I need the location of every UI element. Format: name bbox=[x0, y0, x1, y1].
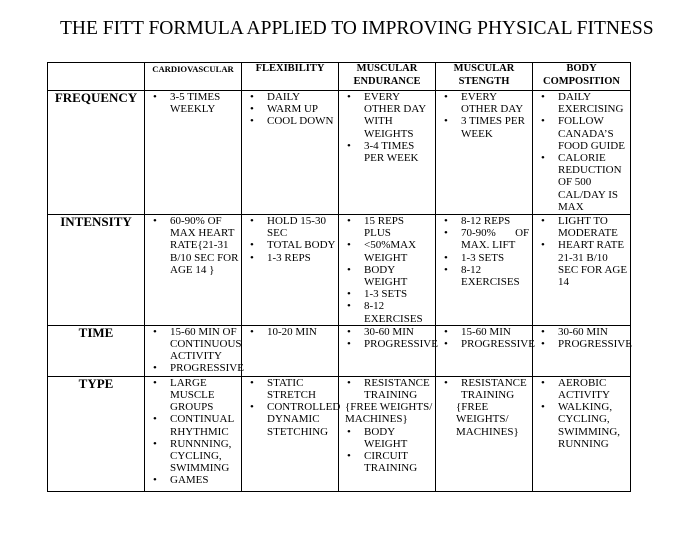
corner-cell bbox=[48, 63, 145, 91]
bullet-icon: • bbox=[347, 139, 351, 152]
bullet-icon: • bbox=[541, 215, 545, 227]
list-item: • RUNNNING, CYCLING, SWIMMING bbox=[153, 437, 232, 475]
bullet-icon: • bbox=[347, 288, 351, 301]
cell-intensity-cardio bbox=[145, 215, 242, 326]
bullet-icon: • bbox=[250, 103, 254, 116]
list-item: • COOL DOWN bbox=[250, 115, 334, 128]
cell-type-cardio bbox=[145, 376, 242, 491]
bullet-icon: • bbox=[347, 300, 351, 313]
list-item: • LARGE MUSCLE GROUPS bbox=[153, 376, 215, 414]
bullet-icon: • bbox=[250, 115, 254, 128]
cell-type-strength bbox=[436, 376, 533, 491]
list-item: • HEART RATE 21-31 B/10 SEC FOR AGE 14 bbox=[541, 239, 628, 289]
bullet-icon: • bbox=[347, 239, 351, 252]
list-item: • LIGHT TO MODERATE bbox=[541, 215, 618, 240]
list-item: • EVERY OTHER DAY WITH WEIGHTS bbox=[347, 91, 426, 140]
list-item: • FOLLOW CANADA’S FOOD GUIDE bbox=[541, 115, 625, 152]
cell-frequency-body-composition bbox=[533, 91, 631, 215]
cell-intensity-body-composition bbox=[533, 215, 631, 326]
table-row-time bbox=[48, 325, 631, 376]
table-row-intensity bbox=[48, 215, 631, 326]
list-item: • WARM UP bbox=[250, 103, 319, 116]
cell-time-flexibility bbox=[242, 325, 339, 376]
list-item: • STATIC STRETCH bbox=[250, 376, 316, 402]
list-item: • PROGRESSIVE bbox=[347, 338, 438, 351]
list-item: • 8-12 EXERCISES bbox=[444, 263, 520, 289]
row-header-intensity: INTENSITY bbox=[48, 215, 145, 326]
bullet-icon: • bbox=[541, 401, 545, 414]
equipment-note: {FREE WEIGHTS/ MACHINES} bbox=[456, 401, 519, 438]
list-item: • GAMES bbox=[153, 474, 209, 487]
row-header-time: TIME bbox=[48, 325, 145, 376]
list-item: • RESISTANCE TRAINING bbox=[444, 376, 527, 402]
list-item: • BODY WEIGHT bbox=[347, 425, 408, 450]
cell-frequency-strength bbox=[436, 91, 533, 215]
bullet-icon: • bbox=[541, 338, 545, 351]
list-item: • WALKING, CYCLING, SWIMMING, RUNNING bbox=[541, 401, 621, 450]
bullet-icon: • bbox=[153, 413, 157, 426]
cell-intensity-strength bbox=[436, 215, 533, 326]
bullet-icon: • bbox=[444, 215, 448, 227]
list-item: • DAILY bbox=[250, 91, 301, 103]
list-item: • 1-3 SETS bbox=[444, 251, 505, 264]
list-item: • 15-60 MIN OF CONTINUOUS ACTIVITY bbox=[153, 325, 242, 363]
bullet-icon: • bbox=[347, 450, 351, 463]
cell-type-body-composition bbox=[533, 376, 631, 491]
bullet-icon: • bbox=[541, 115, 545, 128]
bullet-icon: • bbox=[347, 263, 351, 276]
cell-type-flexibility bbox=[242, 376, 339, 491]
bullet-icon: • bbox=[541, 152, 545, 165]
column-header-muscular-strength: MUSCULAR STENGTH bbox=[436, 63, 533, 91]
bullet-icon: • bbox=[444, 91, 448, 103]
bullet-icon: • bbox=[153, 362, 157, 375]
column-header-muscular-endurance: MUSCULAR ENDURANCE bbox=[339, 63, 436, 91]
row-header-frequency: FREQUENCY bbox=[48, 91, 145, 215]
bullet-icon: • bbox=[153, 215, 157, 227]
bullet-icon: • bbox=[347, 376, 351, 389]
bullet-icon: • bbox=[250, 376, 254, 389]
cell-time-cardio bbox=[145, 325, 242, 376]
bullet-icon: • bbox=[250, 401, 254, 414]
list-item: • 8-12 REPS bbox=[444, 215, 511, 227]
page-title: THE FITT FORMULA APPLIED TO IMPROVING PHYSICAL FITNESS bbox=[60, 18, 654, 39]
list-item: • AEROBIC ACTIVITY bbox=[541, 376, 610, 402]
list-item: • PROGRESSIVE bbox=[153, 362, 244, 375]
list-item: • HOLD 15-30 SEC bbox=[250, 215, 326, 240]
list-item: • <50%MAX WEIGHT bbox=[347, 239, 417, 264]
list-item: • CONTINUAL RHYTHMIC bbox=[153, 413, 234, 438]
cell-frequency-endurance bbox=[339, 91, 436, 215]
bullet-icon: • bbox=[250, 251, 254, 264]
column-header-flexibility: FLEXIBILITY bbox=[242, 63, 339, 91]
table-row-frequency bbox=[48, 91, 631, 215]
fitt-table bbox=[47, 62, 631, 492]
list-item: • 30-60 MIN bbox=[347, 325, 414, 338]
bullet-icon: • bbox=[541, 376, 545, 389]
bullet-icon: • bbox=[541, 239, 545, 252]
cell-intensity-flexibility bbox=[242, 215, 339, 326]
list-item: • 10-20 MIN bbox=[250, 325, 317, 338]
list-item: • 60-90% OF MAX HEART RATE{21-31 B/10 SEC FOR AGE 14 } bbox=[153, 215, 239, 276]
list-item: • 3-5 TIMES WEEKLY bbox=[153, 91, 221, 116]
cell-frequency-cardio bbox=[145, 91, 242, 215]
bullet-icon: • bbox=[444, 251, 448, 264]
bullet-icon: • bbox=[444, 115, 448, 128]
bullet-icon: • bbox=[250, 239, 254, 252]
bullet-icon: • bbox=[347, 338, 351, 351]
cell-time-endurance bbox=[339, 325, 436, 376]
equipment-note: {FREE WEIGHTS/ MACHINES} bbox=[345, 401, 433, 426]
list-item: • BODY WEIGHT bbox=[347, 263, 408, 289]
bullet-icon: • bbox=[153, 325, 157, 338]
cell-frequency-flexibility bbox=[242, 91, 339, 215]
bullet-icon: • bbox=[347, 425, 351, 438]
list-item: • EVERY OTHER DAY bbox=[444, 91, 524, 116]
bullet-icon: • bbox=[347, 215, 351, 227]
cell-time-body-composition bbox=[533, 325, 631, 376]
list-item: • RESISTANCE TRAINING bbox=[347, 376, 430, 402]
bullet-icon: • bbox=[153, 474, 157, 487]
list-item: • 1-3 REPS bbox=[250, 251, 311, 264]
list-item: • 8-12 EXERCISES bbox=[347, 300, 423, 325]
bullet-icon: • bbox=[541, 325, 545, 338]
list-item: • PROGRESSIVE bbox=[444, 338, 535, 351]
bullet-icon: • bbox=[250, 215, 254, 227]
bullet-icon: • bbox=[153, 91, 157, 103]
row-header-type: TYPE bbox=[48, 376, 145, 491]
list-item: • 15-60 MIN bbox=[444, 325, 511, 338]
bullet-icon: • bbox=[444, 338, 448, 351]
bullet-icon: • bbox=[347, 325, 351, 338]
header-row bbox=[48, 63, 631, 91]
cell-intensity-endurance bbox=[339, 215, 436, 326]
list-item: • 3-4 TIMES PER WEEK bbox=[347, 139, 419, 165]
bullet-icon: • bbox=[347, 91, 351, 103]
bullet-icon: • bbox=[250, 91, 254, 103]
bullet-icon: • bbox=[444, 263, 448, 276]
bullet-icon: • bbox=[250, 325, 254, 338]
bullet-icon: • bbox=[444, 227, 448, 240]
bullet-icon: • bbox=[444, 325, 448, 338]
list-item: • 3 TIMES PER WEEK bbox=[444, 115, 525, 140]
bullet-icon: • bbox=[153, 437, 157, 450]
cell-type-endurance bbox=[339, 376, 436, 491]
list-item: • 70-90% OF MAX. LIFT bbox=[444, 227, 532, 252]
list-item: • CIRCUIT TRAINING bbox=[347, 450, 418, 475]
bullet-icon: • bbox=[153, 376, 157, 389]
cell-time-strength bbox=[436, 325, 533, 376]
list-item: • TOTAL BODY bbox=[250, 239, 336, 252]
bullet-icon: • bbox=[541, 91, 545, 103]
list-item: • DAILY EXERCISING bbox=[541, 91, 624, 116]
list-item: • PROGRESSIVE bbox=[541, 338, 632, 351]
bullet-icon: • bbox=[444, 376, 448, 389]
list-item: • 15 REPS PLUS bbox=[347, 215, 405, 240]
list-item: • 1-3 SETS bbox=[347, 288, 408, 301]
table-row-type bbox=[48, 376, 631, 491]
list-item: • 30-60 MIN bbox=[541, 325, 608, 338]
list-item: • CALORIE REDUCTION OF 500 CAL/DAY IS MAX bbox=[541, 152, 622, 213]
column-header-body-composition: BODY COMPOSITION bbox=[533, 63, 631, 91]
list-item: • CONTROLLED DYNAMIC STETCHING bbox=[250, 401, 341, 438]
column-header-cardiovascular: CARDIOVASCULAR bbox=[145, 63, 242, 91]
